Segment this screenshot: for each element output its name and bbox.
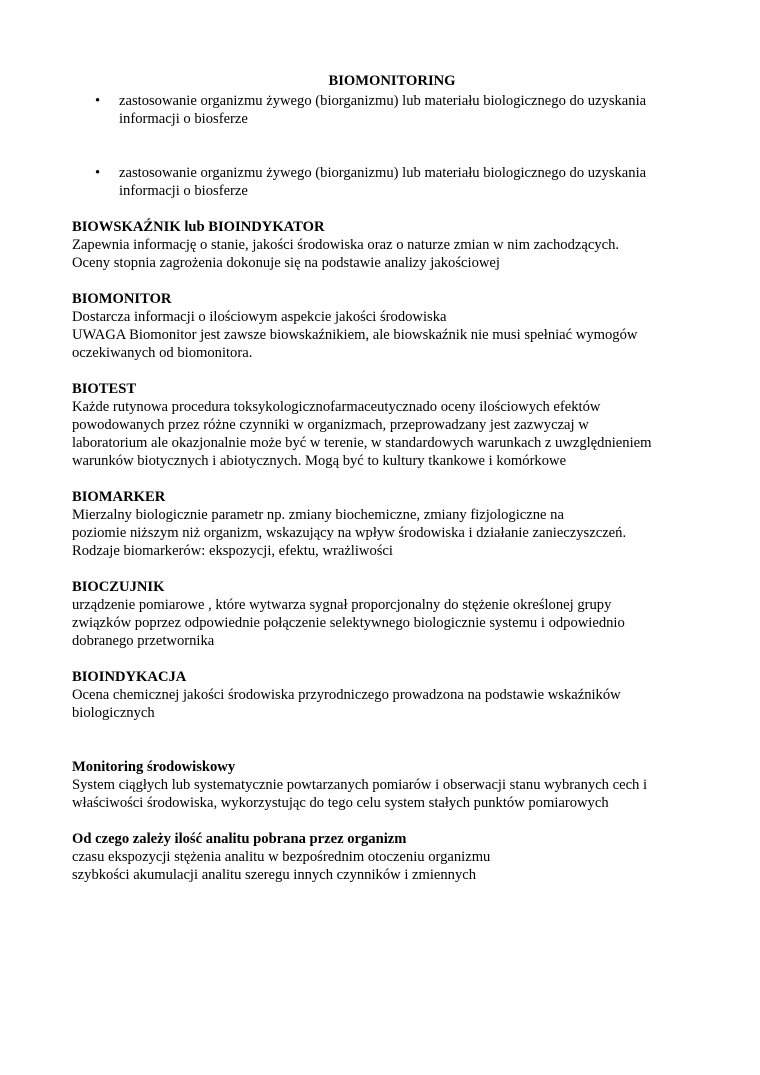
section-line: związków poprzez odpowiednie połączenie selektywnego biologicznie systemu i odpowiednio <box>72 615 625 631</box>
section-line: czasu ekspozycji stężenia analitu w bezpośrednim otoczeniu organizmu <box>72 849 491 865</box>
section-line: właściwości środowiska, wykorzystując do tego celu system stałych punktów pomiarowych <box>72 795 609 811</box>
section-line: Każde rutynowa procedura toksykologicznofarmaceutycznado oceny ilościowych efektów <box>72 399 601 415</box>
section-line: System ciągłych lub systematycznie powtarzanych pomiarów i obserwacji stanu wybranych cech i <box>72 777 648 793</box>
section-line: dobranego przetwornika <box>72 633 215 649</box>
bullet-text: zastosowanie organizmu żywego (biorganizmu) lub materiału biologicznego do uzyskania informacji o biosferze <box>119 93 647 127</box>
section-line: biologicznych <box>72 705 155 721</box>
section-heading: BIOTEST <box>72 381 137 397</box>
section-line: Rodzaje biomarkerów: ekspozycji, efektu, wrażliwości <box>72 543 393 559</box>
section-line: oczekiwanych od biomonitora. <box>72 345 253 361</box>
section-line: UWAGA Biomonitor jest zawsze biowskaźnikiem, ale biowskaźnik nie musi spełniać wymogów <box>72 327 638 343</box>
section-line: Zapewnia informację o stanie, jakości środowiska oraz o naturze zmian w nim zachodzących. <box>72 237 620 253</box>
section-bioczujnik <box>72 578 692 650</box>
section-monitoring <box>72 758 692 812</box>
section-line: Dostarcza informacji o ilościowym aspekcie jakości środowiska <box>72 309 447 325</box>
section-biowskaznik <box>72 218 692 272</box>
section-line: laboratorium ale okazjonalnie może być w terenie, w standardowych warunkach z uwzględnieniem <box>72 435 652 451</box>
section-biomarker <box>72 488 692 560</box>
section-analit <box>72 830 692 884</box>
section-bioindykacja <box>72 668 692 722</box>
section-heading: BIOCZUJNIK <box>72 579 165 595</box>
bullet-icon: • <box>95 165 101 181</box>
section-biotest <box>72 380 692 470</box>
list-item <box>72 164 692 200</box>
document-page <box>72 72 692 884</box>
section-heading: Monitoring środowiskowy <box>72 759 236 775</box>
section-line: warunków biotycznych i abiotycznych. Mogą być to kultury tkankowe i komórkowe <box>72 453 567 469</box>
section-heading: BIOMARKER <box>72 489 166 505</box>
section-heading: BIOMONITOR <box>72 291 172 307</box>
section-line: poziomie niższym niż organizm, wskazujący na wpływ środowiska i działanie zanieczyszczeń. <box>72 525 627 541</box>
section-line: urządzenie pomiarowe , które wytwarza sygnał proporcjonalny do stężenie określonej grupy <box>72 597 612 613</box>
section-line: szybkości akumulacji analitu szeregu innych czynników i zmiennych <box>72 867 477 883</box>
bullet-text: zastosowanie organizmu żywego (biorganizmu) lub materiału biologicznego do uzyskania informacji o biosferze <box>119 165 647 199</box>
document-title: BIOMONITORING <box>328 73 456 89</box>
section-heading: BIOWSKAŹNIK lub BIOINDYKATOR <box>72 219 325 235</box>
list-item <box>72 92 692 128</box>
section-biomonitor <box>72 290 692 362</box>
section-heading: BIOINDYKACJA <box>72 669 187 685</box>
section-line: powodowanych przez różne czynniki w organizmach, przeprowadzany jest zazwyczaj w <box>72 417 589 433</box>
section-line: Oceny stopnia zagrożenia dokonuje się na podstawie analizy jakościowej <box>72 255 500 271</box>
section-heading: Od czego zależy ilość analitu pobrana przez organizm <box>72 831 407 847</box>
definition-bullet-list <box>72 92 692 200</box>
section-line: Mierzalny biologicznie parametr np. zmiany biochemiczne, zmiany fizjologiczne na <box>72 507 564 523</box>
section-line: Ocena chemicznej jakości środowiska przyrodniczego prowadzona na podstawie wskaźników <box>72 687 621 703</box>
bullet-icon: • <box>95 93 101 109</box>
